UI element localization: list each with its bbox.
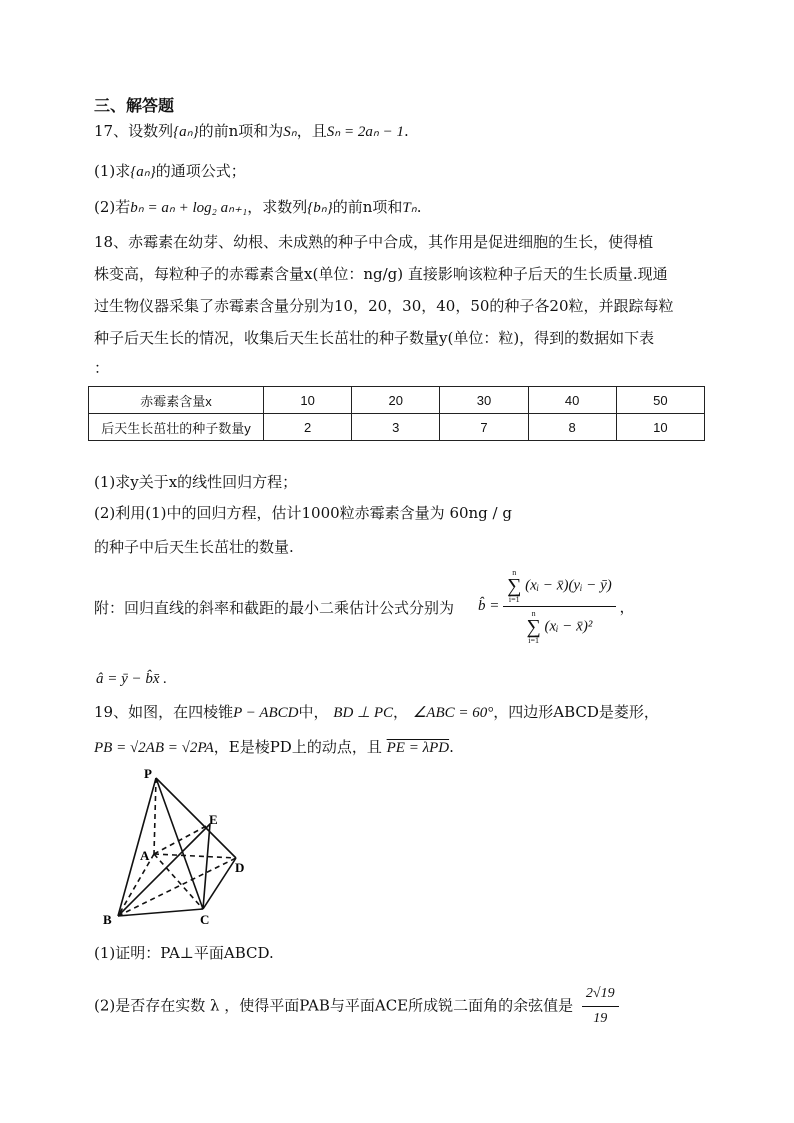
table-cell: 8 <box>528 414 616 441</box>
table-cell: 7 <box>440 414 528 441</box>
sum-symbol: n ∑ i=1 <box>507 568 522 604</box>
label-D: D <box>235 860 245 875</box>
label-P: P <box>144 766 152 781</box>
q18-part1: (1)求y关于x的线性回归方程； <box>94 473 298 491</box>
table-cell: 40 <box>528 387 616 414</box>
q18-line1: 18、赤霉素在幼芽、幼根、未成熟的种子中合成，其作用是促进细胞的生长，使得植 <box>94 233 654 251</box>
q19-part1: (1)证明：PA⊥平面ABCD. <box>94 944 274 962</box>
q17-part2: (2)若bₙ = aₙ + log₂ aₙ₊₁，求数列{bₙ}的前n项和Tₙ. <box>94 198 422 216</box>
q18-note-text: 附：回归直线的斜率和截距的最小二乘估计公式分别为 <box>94 599 455 617</box>
q18-part2-line2: 的种子中后天生长茁壮的数量. <box>94 538 294 556</box>
pyramid-figure <box>96 766 256 928</box>
sum-symbol: n ∑ i=1 <box>526 609 541 645</box>
q18-line4: 种子后天生长的情况，收集后天生长茁壮的种子数量y(单位：粒)，得到的数据如下表 <box>94 329 655 347</box>
q17-part1: (1)求{aₙ}的通项公式； <box>94 162 246 180</box>
table-cell: 10 <box>616 414 704 441</box>
q19-line2: PB = √2AB = √2PA，E是棱PD上的动点，且 PE = λPD. <box>94 738 454 756</box>
q18-part2-line1: (2)利用(1)中的回归方程，估计1000粒赤霉素含量为 60ng / g <box>94 504 512 522</box>
table-cell: 30 <box>440 387 528 414</box>
slope-fraction: n ∑ i=1 (xᵢ − x̄)(yᵢ − ȳ) n ∑ i=1 (xᵢ − x̄)² <box>503 568 616 645</box>
table-cell: 2 <box>264 414 352 441</box>
intercept-formula: â = ȳ − b̂x̄ . <box>96 671 168 687</box>
q18-line2: 株变高，每粒种子的赤霉素含量x(单位：ng/g) 直接影响该粒种子后天的生长质量.现通 <box>94 265 668 283</box>
cosine-fraction: $\frac{2√19}{19}$ <box>582 984 619 1029</box>
label-B: B <box>103 912 112 927</box>
data-table <box>88 386 705 441</box>
slope-formula: b̂ = n ∑ i=1 (xᵢ − x̄)(yᵢ − ȳ) n ∑ i=1 (xᵢ − x̄)² ， <box>478 568 635 645</box>
label-E: E <box>209 812 218 827</box>
section-heading: 三、解答题 <box>94 96 175 115</box>
q18-line3: 过生物仪器采集了赤霉素含量分别为10，20，30，40，50的种子各20粒，并跟踪每粒 <box>94 297 674 315</box>
q18-line5: ： <box>94 359 110 377</box>
label-A: A <box>140 848 150 863</box>
table-row <box>89 387 705 414</box>
table-cell: 10 <box>264 387 352 414</box>
label-C: C <box>200 912 210 927</box>
q19-line1: 19、如图，在四棱锥P − ABCD中， BD ⊥ PC， ∠ABC = 60°，四边形ABCD是菱形， <box>94 703 659 721</box>
table-cell: 20 <box>352 387 440 414</box>
q19-part2: (2)是否存在实数 λ ，使得平面PAB与平面ACE所成锐二面角的余弦值是 $\frac{2√19}{19}$ <box>94 984 619 1029</box>
table-row <box>89 414 705 441</box>
table-cell: 3 <box>352 414 440 441</box>
table-cell: 50 <box>616 387 704 414</box>
q17-stem: 17、设数列{aₙ}的前n项和为Sₙ，且Sₙ = 2aₙ − 1. <box>94 122 409 140</box>
table-header-y: 后天生长茁壮的种子数量y <box>89 414 264 441</box>
table-header-x: 赤霉素含量x <box>89 387 264 414</box>
